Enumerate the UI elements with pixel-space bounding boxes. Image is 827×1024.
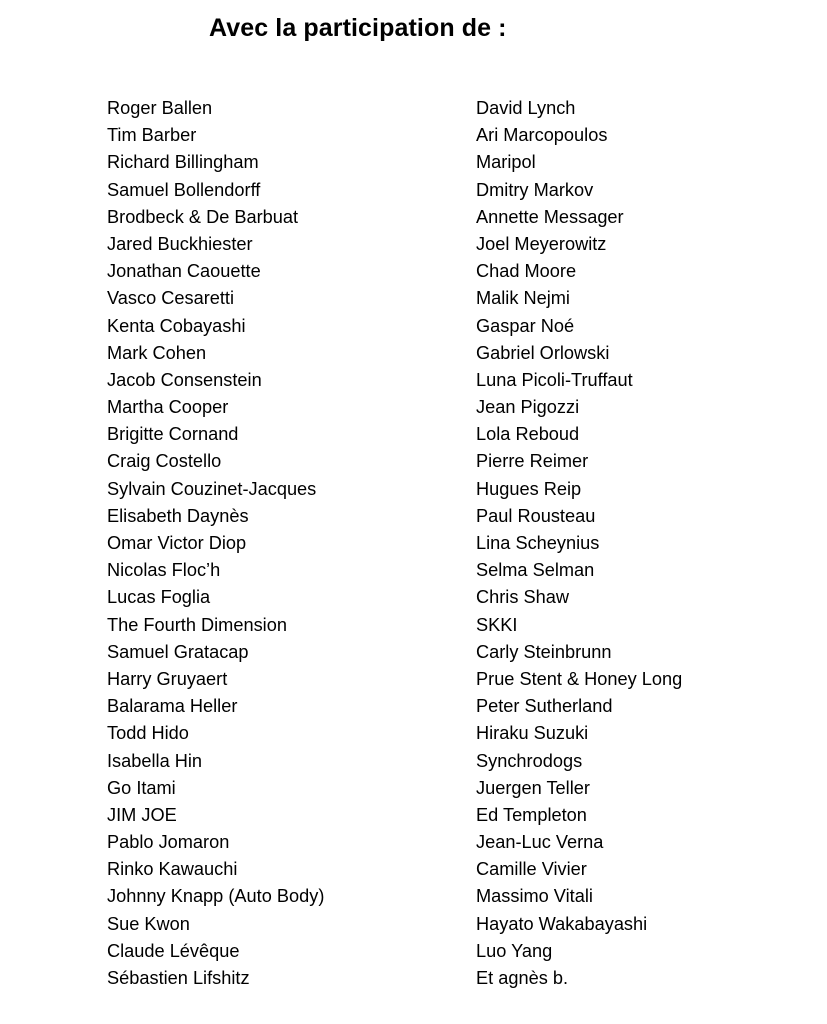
participant-name: Peter Sutherland: [476, 696, 613, 717]
participant-name: SKKI: [476, 614, 518, 635]
participant-name: Maripol: [476, 152, 536, 173]
participant-name: Mark Cohen: [107, 342, 207, 363]
participant-name: Go Itami: [107, 777, 176, 798]
participant-name: Synchrodogs: [476, 750, 583, 771]
participant-name: Dmitry Markov: [476, 179, 594, 200]
participant-name: Malik Nejmi: [476, 288, 570, 309]
participant-name: Juergen Teller: [476, 777, 590, 798]
participant-name: Paul Rousteau: [476, 505, 596, 526]
participant-name: Jean Pigozzi: [476, 397, 580, 418]
participant-name: Johnny Knapp (Auto Body): [107, 886, 325, 907]
participant-name: Roger Ballen: [107, 98, 213, 118]
participant-name: Annette Messager: [476, 206, 624, 227]
participant-name: Kenta Cobayashi: [107, 315, 246, 336]
participant-name: Lina Scheynius: [476, 533, 600, 553]
participant-name: Brodbeck & De Barbuat: [107, 206, 299, 227]
participant-name: Brigitte Cornand: [107, 424, 239, 445]
participant-name: Selma Selman: [476, 560, 595, 581]
participant-name: Jared Buckhiester: [107, 233, 253, 254]
participant-name: Vasco Cesaretti: [107, 288, 235, 309]
participant-name: Carly Steinbrunn: [476, 641, 612, 662]
participant-name: Jonathan Caouette: [107, 261, 261, 282]
participant-name: Lucas Foglia: [107, 587, 211, 608]
participant-name: Hugues Reip: [476, 478, 582, 499]
participant-name: Balarama Heller: [107, 696, 238, 717]
participant-name: Et agnès b.: [476, 968, 569, 988]
participant-name: Claude Lévêque: [107, 940, 240, 961]
participant-name: Craig Costello: [107, 451, 222, 472]
page-title: Avec la participation de :: [209, 14, 507, 42]
participant-name: Sue Kwon: [107, 913, 190, 934]
participant-name: The Fourth Dimension: [107, 614, 287, 635]
participant-name: Sylvain Couzinet-Jacques: [107, 478, 317, 499]
participants-list-left: [107, 95, 324, 992]
participant-name: Chad Moore: [476, 261, 577, 282]
participant-name: Prue Stent & Honey Long: [476, 668, 683, 689]
participant-name: Tim Barber: [107, 125, 197, 146]
participant-name: Joel Meyerowitz: [476, 233, 607, 254]
participant-name: Nicolas Floc’h: [107, 560, 221, 581]
participant-name: Hayato Wakabayashi: [476, 913, 648, 934]
participant-name: Chris Shaw: [476, 587, 569, 608]
participant-name: Elisabeth Daynès: [107, 505, 249, 526]
participant-name: Massimo Vitali: [476, 886, 593, 907]
participant-name: Rinko Kawauchi: [107, 859, 238, 880]
participant-name: Jean-Luc Verna: [476, 832, 604, 853]
participant-name: Martha Cooper: [107, 397, 229, 418]
participant-name: Samuel Gratacap: [107, 641, 249, 662]
participant-name: Gaspar Noé: [476, 315, 575, 336]
participant-name: Luo Yang: [476, 940, 553, 961]
participant-name: Ed Templeton: [476, 804, 587, 825]
participant-name: Richard Billingham: [107, 152, 259, 173]
participant-name: Harry Gruyaert: [107, 668, 228, 689]
participant-name: Hiraku Suzuki: [476, 723, 589, 744]
participant-name: Gabriel Orlowski: [476, 342, 610, 363]
participant-name: Ari Marcopoulos: [476, 125, 608, 146]
participant-name: Pablo Jomaron: [107, 832, 230, 853]
participant-name: JIM JOE: [107, 804, 177, 825]
participants-list-right: [476, 95, 682, 992]
participant-name: Sébastien Lifshitz: [107, 968, 250, 988]
participant-name: Luna Picoli-Truffaut: [476, 369, 633, 390]
participant-name: Camille Vivier: [476, 859, 587, 880]
participant-name: Isabella Hin: [107, 750, 203, 771]
participant-name: Todd Hido: [107, 723, 189, 744]
participant-name: Samuel Bollendorff: [107, 179, 261, 200]
participant-name: Pierre Reimer: [476, 451, 589, 472]
participant-name: Jacob Consenstein: [107, 369, 262, 390]
participant-name: Lola Reboud: [476, 424, 580, 445]
participant-name: David Lynch: [476, 98, 576, 118]
participant-name: Omar Victor Diop: [107, 533, 247, 553]
